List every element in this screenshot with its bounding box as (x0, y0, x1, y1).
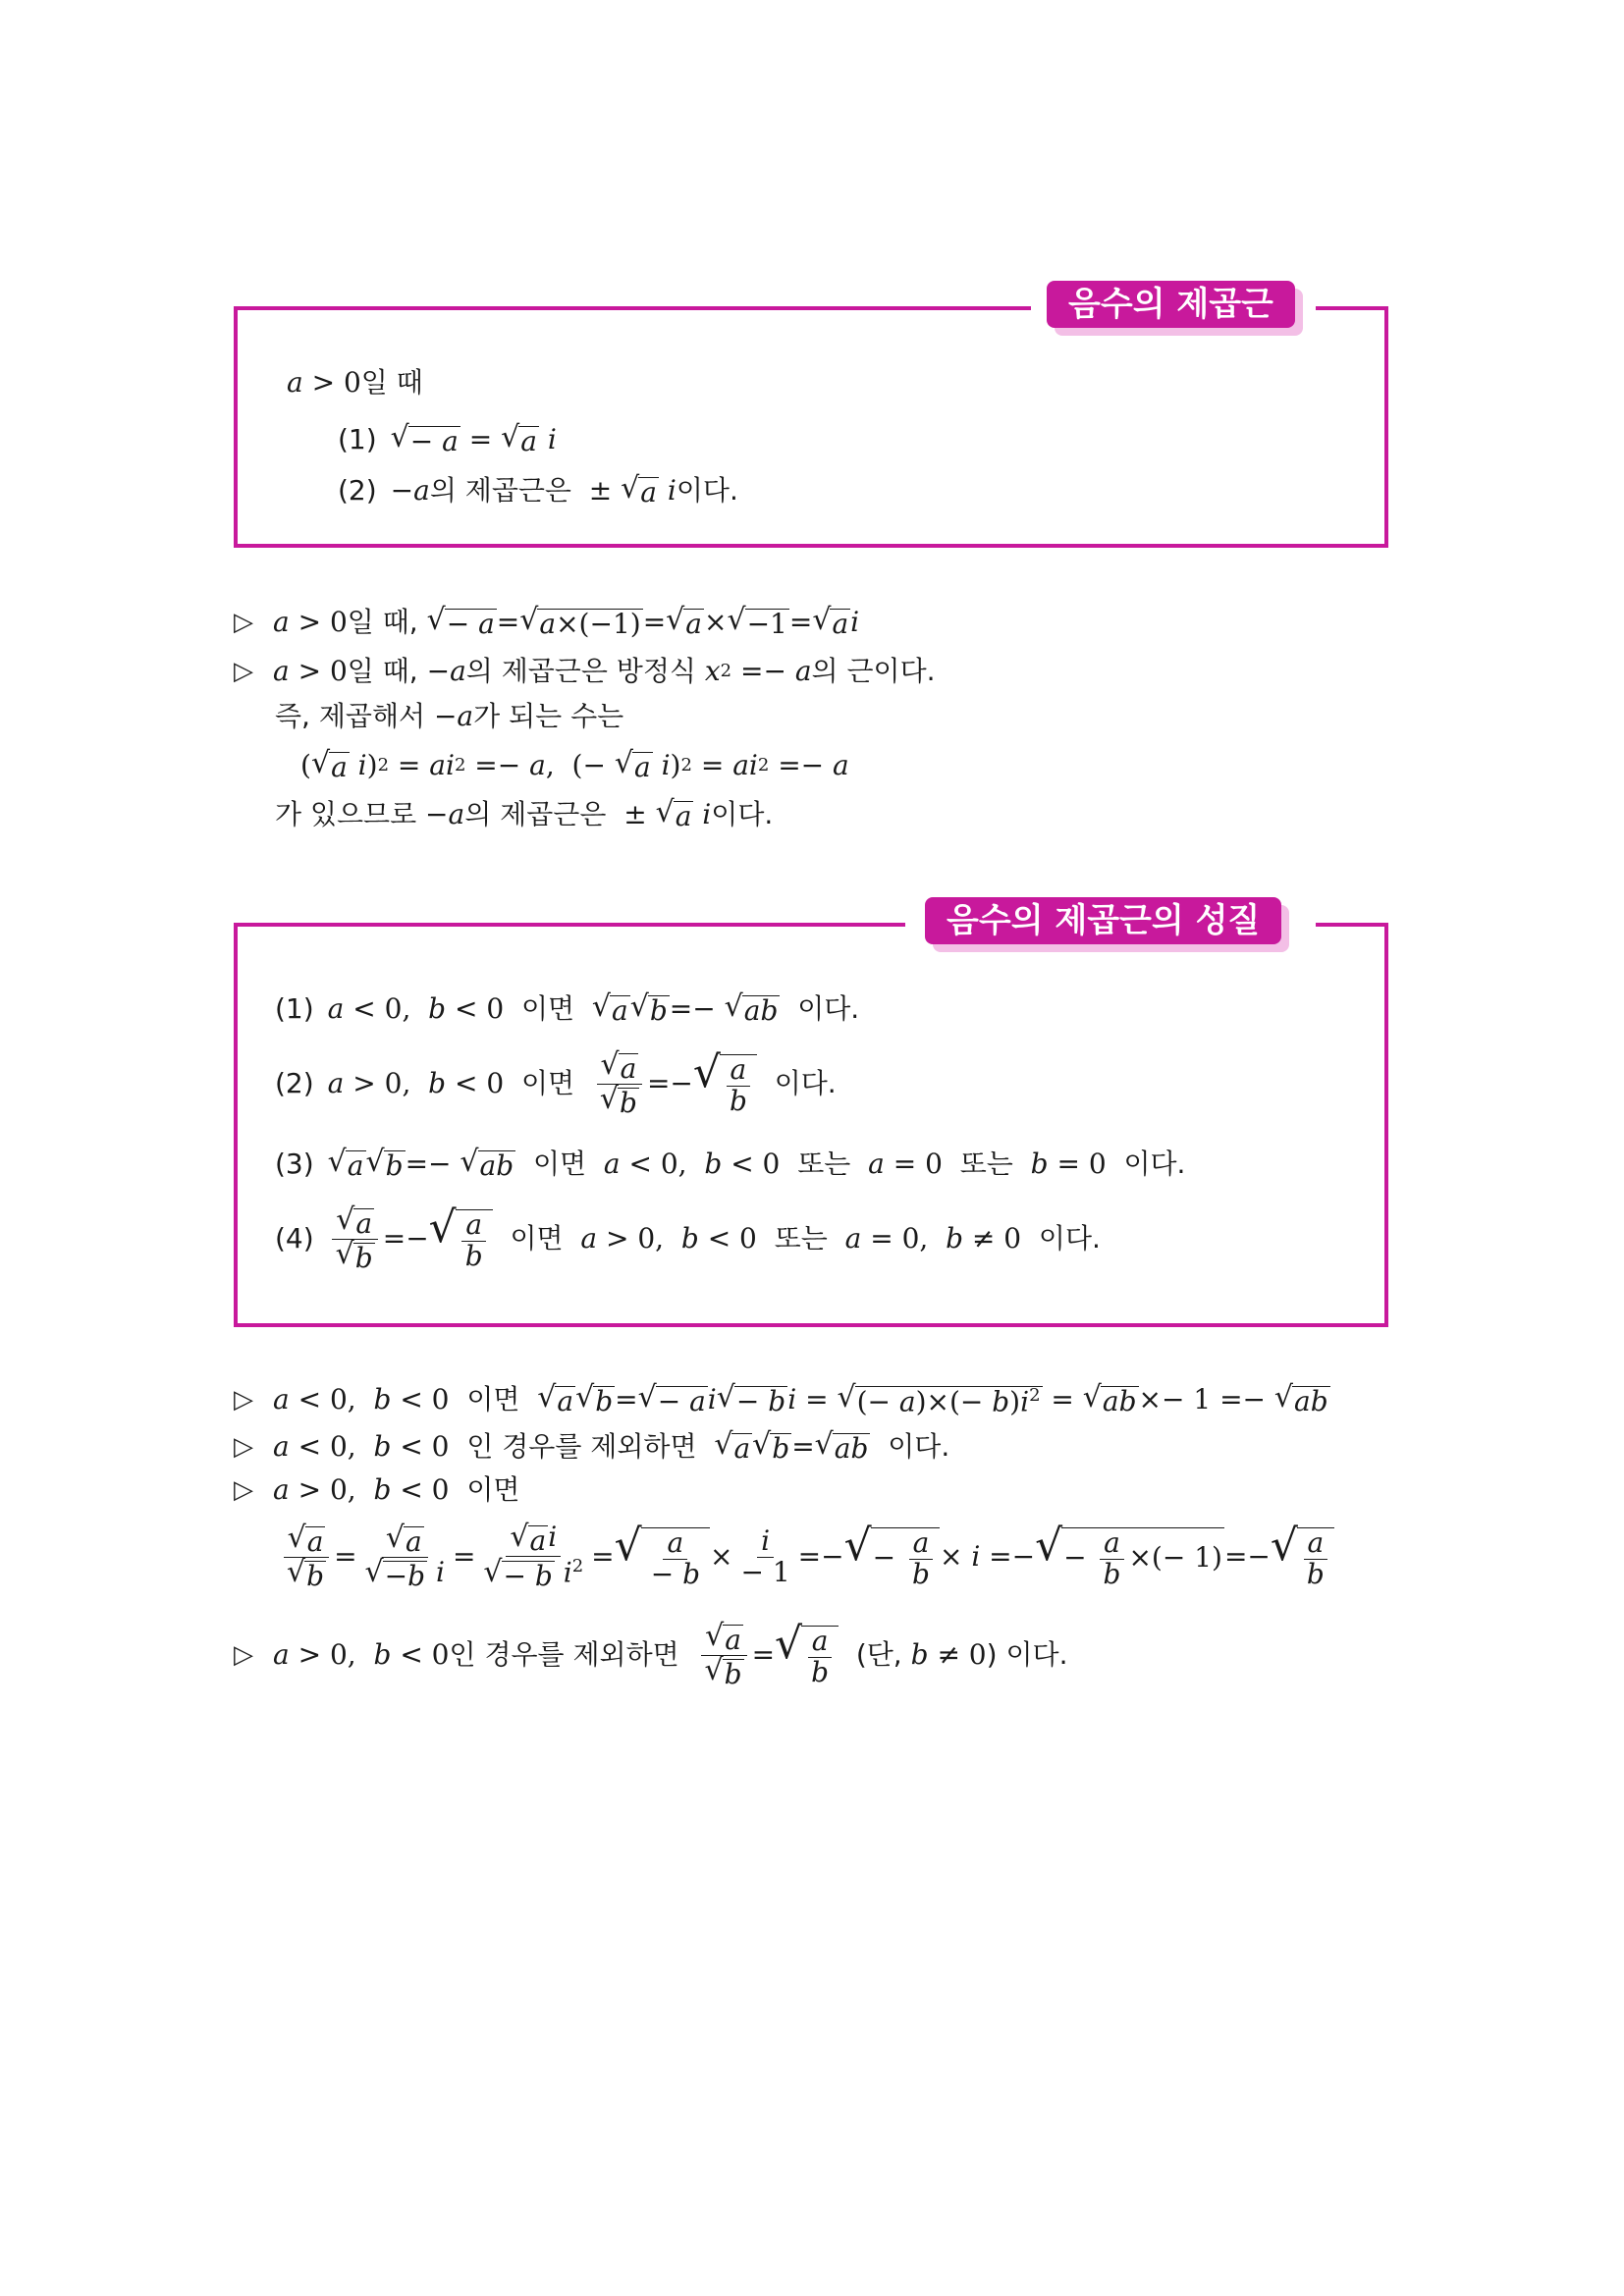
definition-content (287, 363, 1269, 520)
property-item-3: (3) √ a √ b =− √ ab 이면 a < 0, b < 0 또는 a = 0 또는 b = 0 이다. (275, 1145, 1186, 1183)
notes-section-2 (234, 1380, 1412, 1704)
box-title-negative-sqrt: 음수의 제곱근 (1047, 281, 1295, 328)
note-line: ▷ a < 0, b < 0 인 경우를 제외하면 √ a √ b = √ ab 이다. (234, 1427, 950, 1466)
note-line: ▷ a > 0, b < 0 이면 (234, 1470, 519, 1510)
note-line: ▷ a < 0, b < 0 이면 √ a √ b = √ − a i √ − b i = √ (− $a)\times(- b)i^2$ = √ ab ×− 1 =− √ ab (234, 1380, 1328, 1418)
property-item-2: (2) a > 0, b < 0 이면 √ a √ b =− √ $\frac{a}{b}$ 이다. (275, 1046, 837, 1119)
property-item-4: (4) √ a √ b =− √ $\frac{a}{b}$ 이면 a > 0, b < 0 또는 a = 0, b ≠ 0 이다. (275, 1201, 1101, 1274)
note-line: 즉, 제곱해서 − a 가 되는 수는 (275, 700, 624, 732)
notes-section-1 (234, 603, 1412, 848)
note-line: ( √ a i ) 2 = ai 2 =− a , (− √ a i ) 2 = ai 2 =− a (300, 746, 849, 784)
definition-item-2: (2) − a 의 제곱근은 ± √ a i 이다. (338, 471, 738, 509)
note-line: 가 있으므로 − a 의 제곱근은 ± √ a i 이다. (275, 795, 774, 833)
properties-content (275, 982, 1355, 1296)
definition-item-1: (1) √ − a = √ a i (338, 420, 557, 458)
property-item-1: (1) a < 0, b < 0 이면 √ a √ b =− √ ab 이다. (275, 989, 860, 1028)
triangle-right-icon: ▷ (234, 1432, 253, 1462)
definition-condition: a > 0 일 때 (287, 366, 423, 399)
note-line: ▷ a > 0 일 때, √ − a = √ a×(−1) = √ a × √ −1 = √ a i (234, 603, 860, 641)
triangle-right-icon: ▷ (234, 657, 253, 686)
note-derivation: √ a √ b = √ a √ −b i = √ a i √ − b $i^2$ = √ $\frac{a}{- b}$ × $\frac{i}{- 1}$ =− √ − $\frac{a}{b}$ × i =− √ − $\frac{a}{b}$ ×(− 1) =− √ $\frac{a}{b}$ (279, 1516, 1334, 1598)
triangle-right-icon: ▷ (234, 1640, 253, 1670)
triangle-right-icon: ▷ (234, 608, 253, 637)
triangle-right-icon: ▷ (234, 1385, 253, 1415)
note-line: ▷ a > 0, b < 0 인 경우를 제외하면 √ a √ b = √ $\frac{a}{b}$ (단, b ≠ 0 ) 이다. (234, 1618, 1068, 1690)
note-line: ▷ a > 0 일 때, − a 의 제곱근은 방정식 x 2 =− a 의 근이다. (234, 652, 936, 691)
triangle-right-icon: ▷ (234, 1475, 253, 1505)
box-title-negative-sqrt-properties: 음수의 제곱근의 성질 (925, 897, 1281, 944)
